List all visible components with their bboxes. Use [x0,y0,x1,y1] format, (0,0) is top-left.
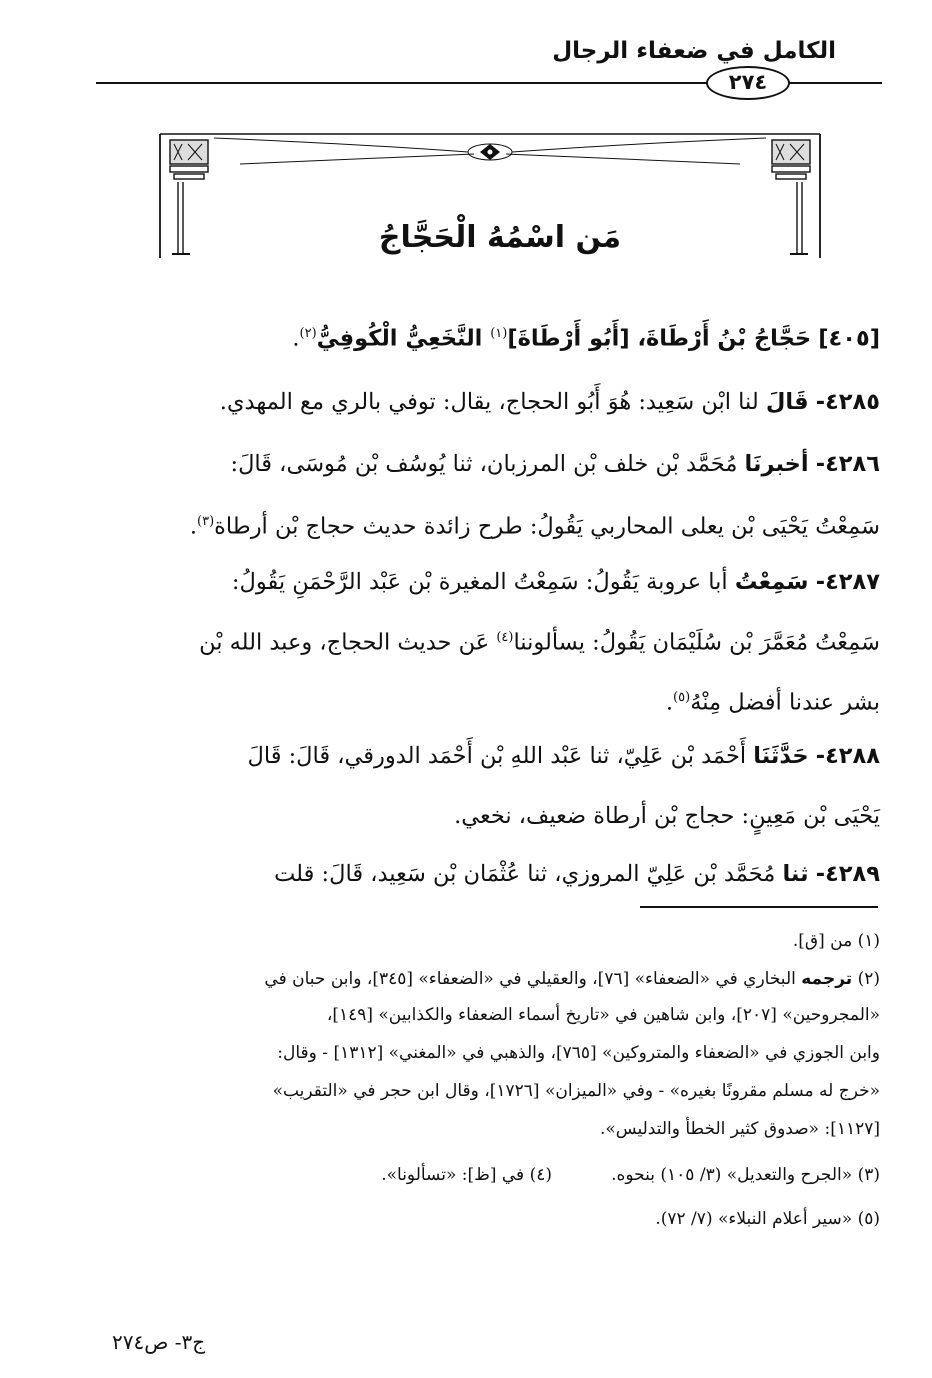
footnote-2-line: «خرج له مسلم مقرونًا بغيره» - وفي «الميزان» [١٧٢٦]، وقال ابن حجر في «التقريب» [272,1081,880,1101]
hadith-number: ٤٢٨٧- [815,569,880,595]
chapter-title: مَن اسْمُهُ الْحَجَّاجُ [378,220,622,255]
hadith-number: ٤٢٨٦- [815,451,880,477]
footnote-4: (٤) في [ظ]: «تسألونا». [381,1165,552,1185]
entry-end: . [292,325,300,352]
hadith-number: ٤٢٨٩- [815,861,880,887]
text-line [108,448,880,480]
line-text: سَمِعْتُ مُعَمَّرَ بْن سُلَيْمَان يَقُولُ: يسألوننا [513,629,880,656]
text-line [108,566,880,598]
hadith-lead-word: حَدَّثَنَا [753,743,809,769]
page-number-badge: ٢٧٤ [706,66,790,100]
footnote-lead-word: ترجمه [801,969,853,989]
footnote-text: البخاري في «الضعفاء» [٧٦]، والعقيلي في «الضعفاء» [٣٤٥]، وابن حبان في [264,969,802,989]
line-text: عَن حديث الحجاج، وعبد الله بْن [199,629,497,656]
text-line [108,740,880,772]
text-line [108,858,880,890]
footnote-separator [640,906,878,908]
footnote-2-line: «المجروحين» [٢٠٧]، وابن شاهين في «تاريخ أسماء الضعفاء والكذابين» [١٤٩]، [326,1005,880,1025]
line-text: لنا ابْن سَعِيد: هُوَ أَبُو الحجاج، يقال: توفي بالري مع المهدي. [219,389,766,415]
hadith-lead-word: ثنا [782,861,809,887]
hadith-lead-word: سَمِعْتُ [734,569,809,595]
text-line [108,800,880,832]
text-line [108,682,880,719]
line-text: أَحْمَد بْن عَلِيّ، ثنا عَبْد اللهِ بْن أَحْمَد الدورقي، قَالَ: قَالَ [247,743,754,769]
footnote-3: (٣) «الجرح والتعديل» (٣/ ١٠٥) بنحوه. [611,1165,880,1185]
footnote-label: (٢) [857,969,880,989]
footnote-ref: (١) [490,326,508,341]
book-title: الكامل في ضعفاء الرجال [552,38,836,64]
text-line [108,622,880,659]
line-text: بشر عندنا أفضل مِنْهُ [690,689,880,716]
hadith-number: ٤٢٨٨- [815,743,880,769]
footnote-ref: (٢) [299,326,317,341]
text-line [108,506,880,543]
entry-heading [108,318,880,355]
line-text: سَمِعْتُ يَحْيَى بْن يعلى المحاربي يَقُولُ: طرح زائدة حديث حجاج بْن أرطاة [214,513,880,540]
entry-nisba: النَّخَعِيُّ الْكُوفِيُّ [316,325,491,352]
footnote-ref: (٣) [197,514,215,529]
footnote-ref: (٤) [496,630,514,645]
hadith-lead-word: أخبرنَا [744,451,809,477]
line-text: مُحَمَّد بْن عَلِيّ المروزي، ثنا عُثْمَان بْن سَعِيد، قَالَ: قلت [274,861,783,887]
entry-name: حَجَّاجُ بْنُ أَرْطَاةَ، [أَبُو أَرْطَاةَ] [507,325,812,352]
line-text: يَحْيَى بْن مَعِينٍ: حجاج بْن أرطاة ضعيف، نخعي. [454,803,880,829]
footnote-2-line: [١١٢٧]: «صدوق كثير الخطأ والتدليس». [600,1119,880,1139]
entry-number: [٤٠٥] [818,325,880,352]
hadith-lead-word: قَالَ [765,389,809,415]
text-line [108,386,880,418]
footnote-5: (٥) «سير أعلام النبلاء» (٧/ ٧٢). [655,1209,880,1229]
line-end: . [665,689,674,716]
footnote-2-line [108,966,880,992]
line-text: مُحَمَّد بْن خلف بْن المرزبان، ثنا يُوسُف بْن مُوسَى، قَالَ: [230,451,745,477]
left-pillar-ornament [170,140,208,254]
footnote-ref: (٥) [673,690,691,705]
hadith-number: ٤٢٨٥- [815,389,880,415]
line-end: . [189,513,197,540]
footnote-2-line: وابن الجوزي في «الضعفاء والمتروكين» [٧٦٥]، والذهبي في «المغني» [١٣١٢] - وقال: [277,1043,880,1063]
right-pillar-ornament [772,140,810,254]
line-text: أبا عروبة يَقُولُ: سَمِعْتُ المغيرة بْن عَبْد الرَّحْمَنِ يَقُولُ: [231,569,735,595]
footnote-1: (١) من [ق]. [792,931,880,951]
page-reference-footer: ج٣- ص٢٧٤ [112,1330,206,1354]
central-flower-ornament [468,144,512,160]
